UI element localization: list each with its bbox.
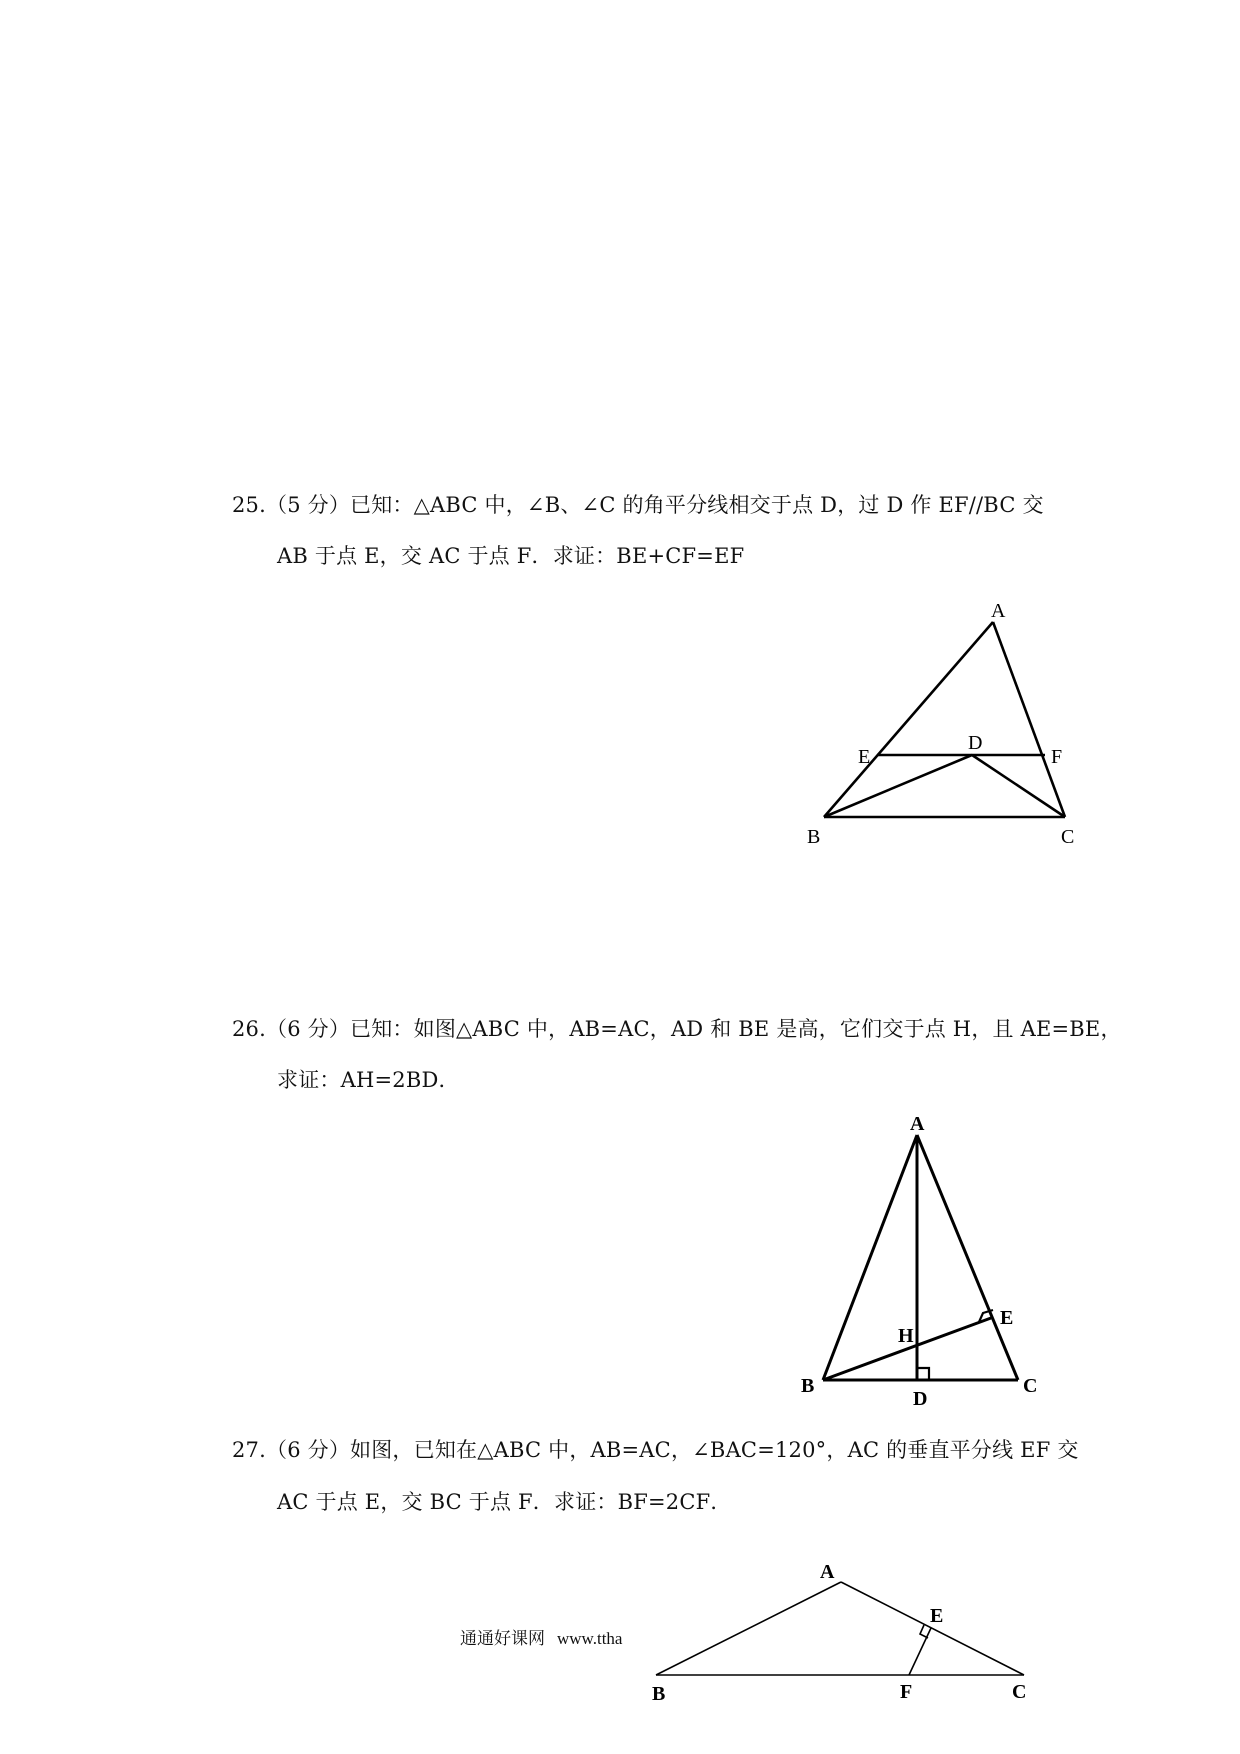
q26-right-angle-d (917, 1368, 929, 1380)
q26-right-angle-e (979, 1310, 993, 1322)
q25-line1: 25.（5 分）已知：△ABC 中，∠B、∠C 的角平分线相交于点 D，过 D 作 EF//BC 交 (232, 493, 1044, 517)
q25-segment-cd (972, 755, 1065, 817)
q27-line2: AC 于点 E，交 BC 于点 F．求证：BF=2CF． (277, 1490, 732, 1514)
q26-altitude-be (823, 1318, 991, 1380)
q26-label-c: C (1023, 1375, 1038, 1397)
q26-label-h: H (898, 1325, 914, 1347)
q25-label-c: C (1061, 826, 1075, 848)
q27-perp-bisector-ef (909, 1628, 931, 1675)
q27-label-a: A (820, 1561, 835, 1583)
q27-label-c: C (1012, 1681, 1027, 1703)
q25-label-d: D (968, 732, 983, 754)
q26-line1: 26.（6 分）已知：如图△ABC 中，AB=AC，AD 和 BE 是高，它们交于点 H，且 AE=BE， (232, 1017, 1122, 1041)
q26-side-ac (917, 1135, 1018, 1380)
q25-label-a: A (991, 600, 1006, 622)
q26-label-d: D (913, 1388, 928, 1410)
q26-label-b: B (801, 1375, 815, 1397)
q27-side-ab (656, 1582, 841, 1675)
footer-url: www.ttha (557, 1629, 623, 1648)
q25-line2: AB 于点 E，交 AC 于点 F．求证：BE+CF=EF (277, 544, 745, 568)
q27-line1: 27.（6 分）如图，已知在△ABC 中，AB=AC，∠BAC=120°，AC 的垂直平分线 EF 交 (232, 1438, 1079, 1462)
q25-segment-bd (824, 755, 972, 817)
q25-side-ac (993, 622, 1065, 817)
q26-line2: 求证：AH=2BD． (277, 1068, 460, 1092)
q27-label-f: F (900, 1681, 913, 1703)
footer-site-name: 通通好课网 (460, 1629, 545, 1649)
q26-label-a: A (910, 1113, 925, 1135)
q27-label-b: B (652, 1683, 666, 1705)
q25-side-ab (824, 622, 993, 817)
q27-side-ac (841, 1582, 1024, 1675)
q27-right-angle-e (920, 1625, 928, 1638)
q25-label-e: E (858, 746, 871, 768)
q27-label-e: E (930, 1605, 944, 1627)
footer-watermark (460, 1624, 622, 1649)
q25-label-b: B (807, 826, 821, 848)
q26-side-ab (823, 1135, 917, 1380)
q26-label-e: E (1000, 1307, 1014, 1329)
q25-label-f: F (1051, 746, 1063, 768)
